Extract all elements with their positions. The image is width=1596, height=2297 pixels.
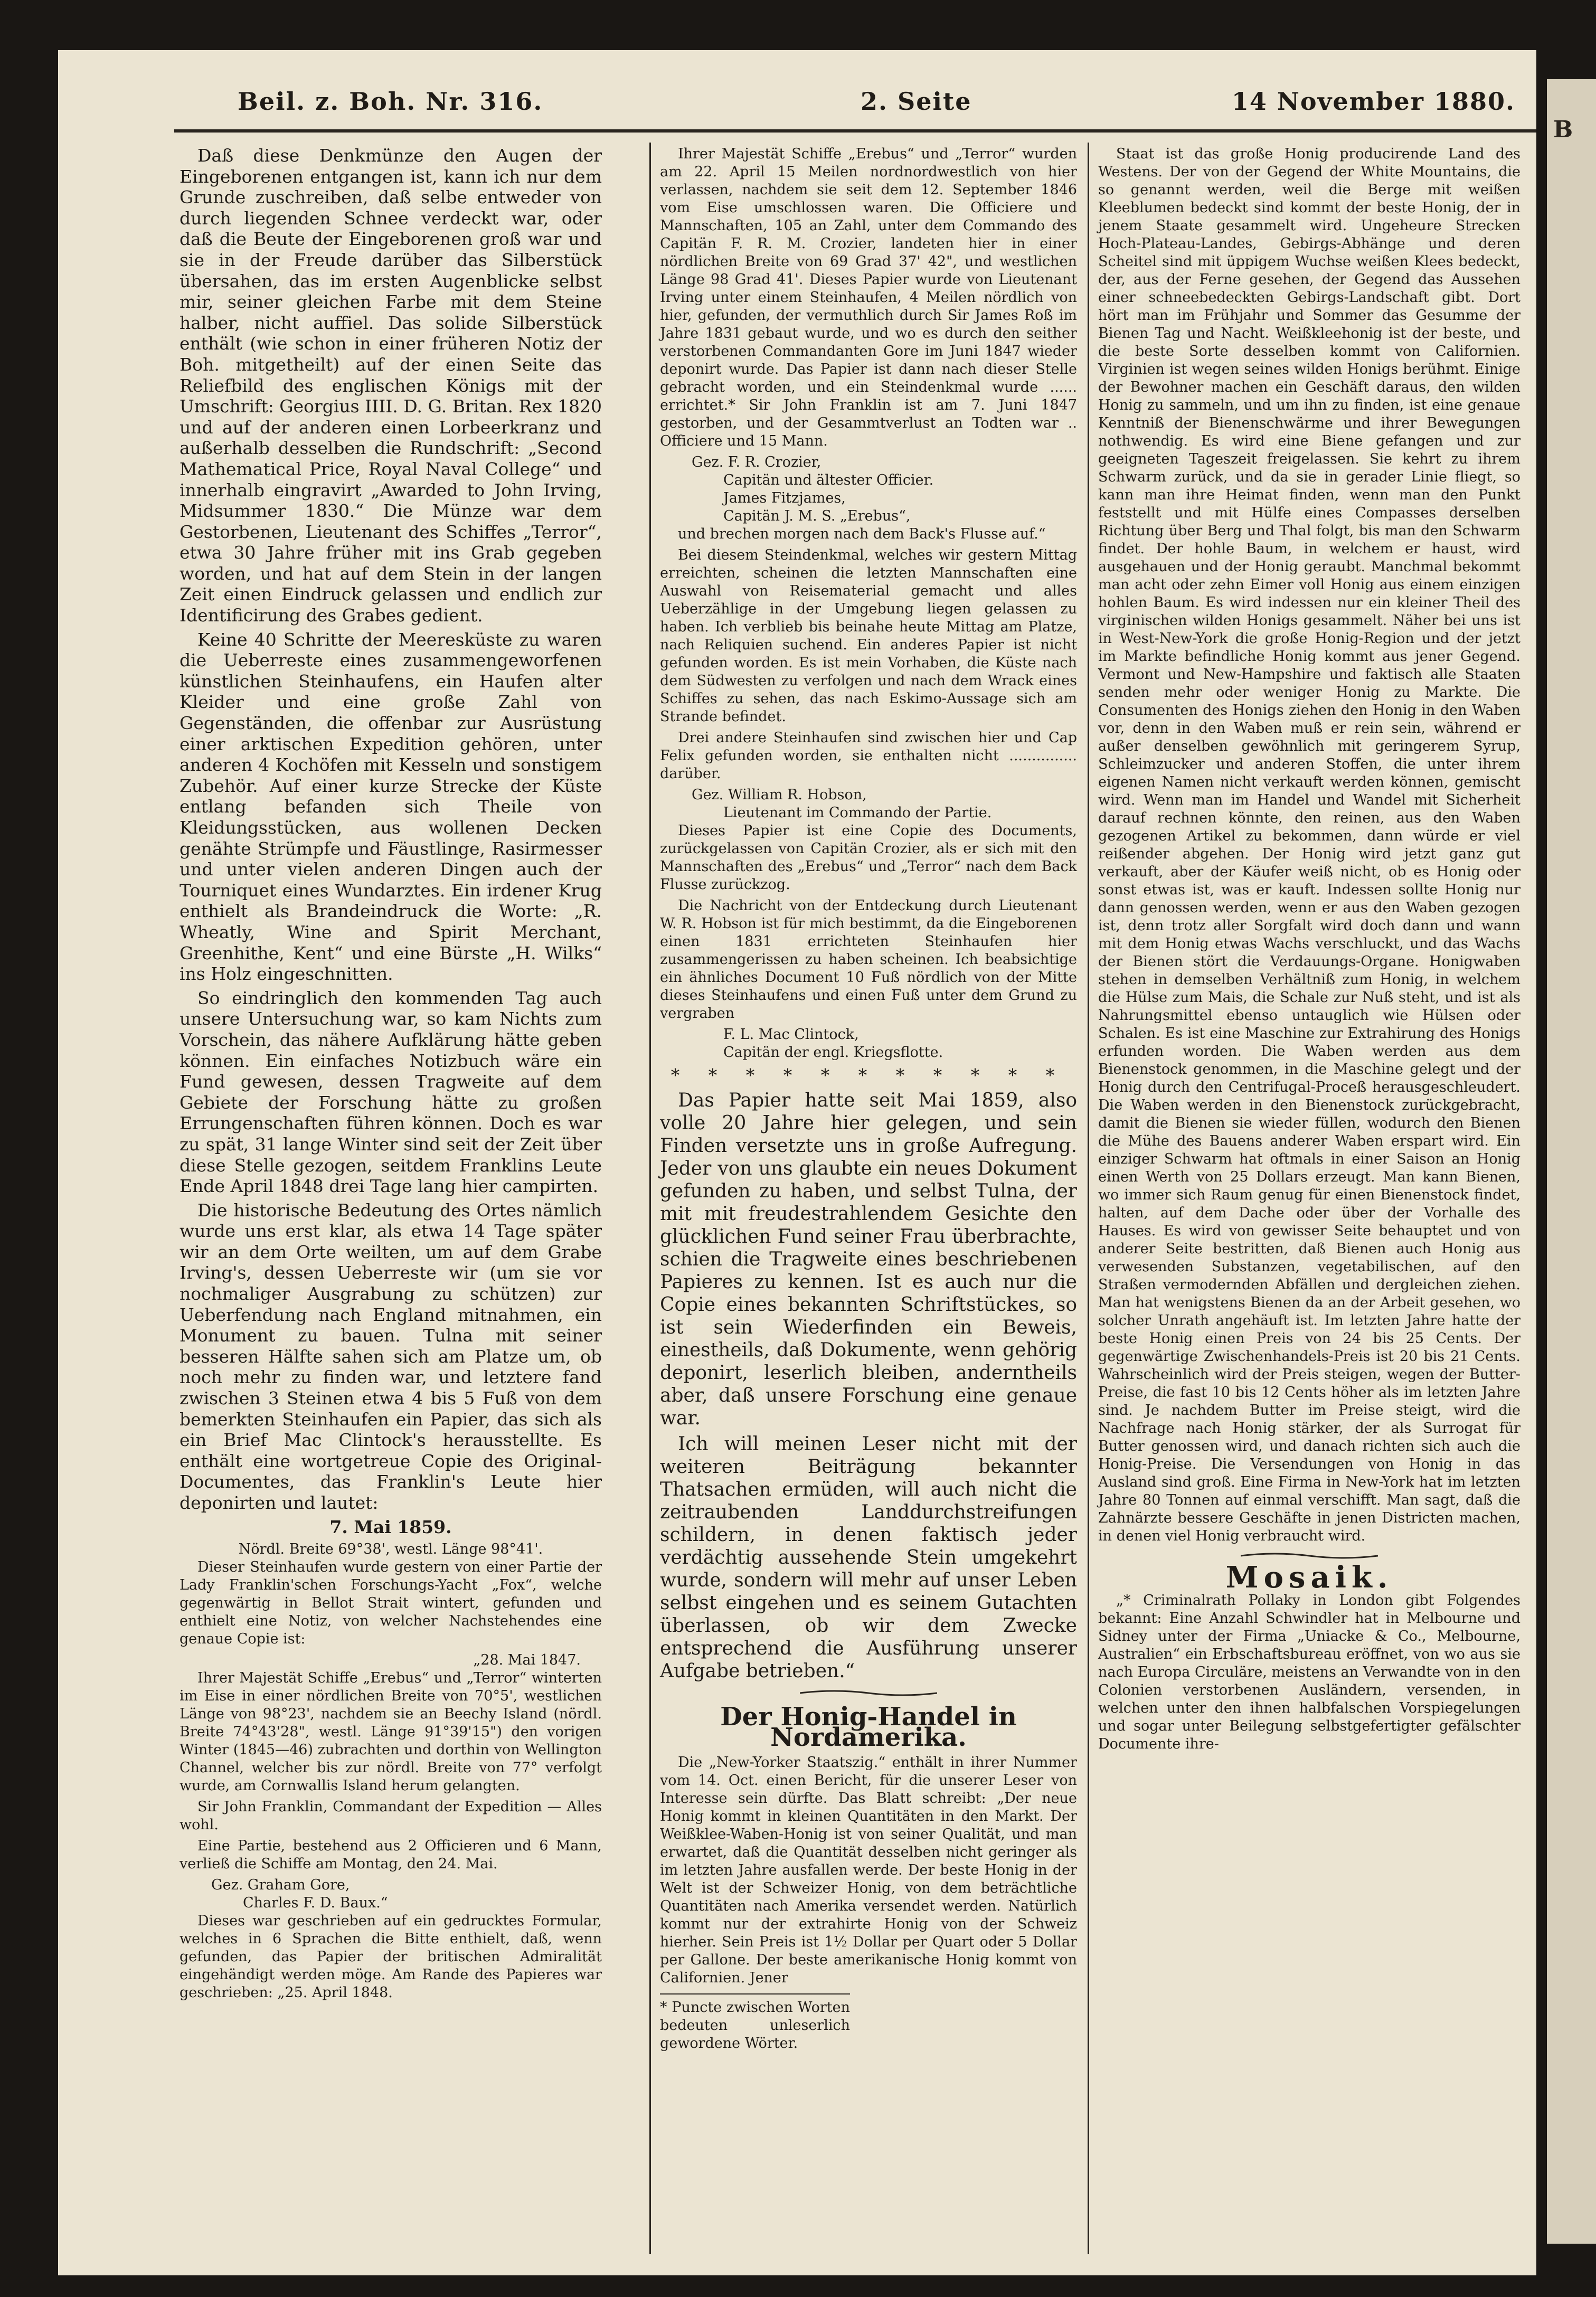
header-rule	[174, 129, 1536, 133]
column-1	[180, 145, 602, 2005]
paragraph: Drei andere Steinhaufen sind zwischen hier und Cap Felix gefunden worden, sie enthalten nicht ............... darüber.	[660, 730, 1077, 782]
header-left: Beil. z. Boh. Nr. 316.	[238, 87, 543, 116]
coordinates: Nördl. Breite 69°38', westl. Länge 98°41'.	[238, 1541, 543, 1558]
paragraph: Daß diese Denkmünze den Augen der Eingeborenen entgangen ist, kann ich nur dem Grunde zuschreiben, daß selbe entweder von durch liegenden Schnee verdeckt war, oder daß die Beute der Eingeborenen groß war und sie in der Freude darüber das Silberstück übersahen, das im ersten Augenblicke selbst mir, seiner gleichen Farbe mit dem Steine halber, nicht auffiel. Das solide Silberstück enthält (wie schon in einer früheren Notiz der Boh. mitgetheilt) auf der einen Seite das Reliefbild des englischen Königs mit der Umschrift: Georgius IIII. D. G. Britan. Rex 1820 und auf der anderen einen Lorbeerkranz und außerhalb desselben die Rundschrift: „Second Mathematical Price, Royal Naval College“ und innerhalb eingravirt „Awarded to John Irving, Midsummer 1830.“ Die Münze war dem Gestorbenen, Lieutenant des Schiffes „Terror“, etwa 30 Jahre früher mit ins Grab gegeben worden, und hat auf dem Stein in der langen Zeit einen Eindruck gelassen und endlich zur Identificirung des Grabes gedient.	[180, 145, 602, 626]
paragraph: Eine Partie, bestehend aus 2 Officieren und 6 Mann, verließ die Schiffe am Montag, den 24. Mai.	[180, 1838, 602, 1873]
header-right: 14 November 1880.	[1231, 87, 1515, 116]
newspaper-page	[58, 50, 1536, 2275]
paragraph: So eindringlich den kommenden Tag auch unsere Untersuchung war, so kam Nichts zum Vorschein, das nähere Aufklärung hätte geben können. Ein einfaches Notizbuch wäre ein Fund gewesen, dessen Tragweite auf dem Gebiete der Forschung hätte zu großen Errungenschaften führen können. Doch es war zu spät, 31 lange Winter sind seit der Zeit über diese Stelle gezogen, seitdem Franklins Leute Ende April 1848 drei Tage lang hier campirten.	[180, 987, 602, 1197]
paragraph: Keine 40 Schritte der Meeresküste zu waren die Ueberreste eines zusammengeworfenen künstlichen Steinhaufens, ein Haufen alter Kleider und eine große Zahl von Gegenständen, die offenbar zur Ausrüstung einer arktischen Expedition gehören, unter anderen 4 Kochöfen mit Kesseln und sonstigem Zubehör. Auf einer kurze Strecke der Küste entlang befanden sich Theile von Kleidungsstücken, aus wollenen Decken genähte Strümpfe und Fäustlinge, Rasirmesser und unter vielen anderen Dingen auch der Tourniquet eines Wundarztes. Ein irdener Krug enthielt als Brandeindruck die Worte: „R. Wheatly, Wine and Spirit Merchant, Greenhithe, Kent“ und eine Bürste „H. Wilks“ ins Holz eingeschnitten.	[180, 629, 602, 985]
column-3	[1098, 145, 1521, 1756]
ornamental-rule	[800, 1689, 937, 1697]
paragraph: Ich will meinen Leser nicht mit der weiteren Beiträgung bekannter Thatsachen ermüden, will auch nicht die zeitraubenden Landdurchstreifungen schildern, in denen faktisch jeder verdächtig aussehende Stein umgekehrt wurde, sondern will mehr auf unser Leben selbst eingehen und es seinem Gutachten überlassen, ob wir dem Zwecke entsprechend die Ausführung unserer Aufgabe betrieben.“	[660, 1433, 1077, 1682]
column-rule	[649, 143, 651, 2254]
signature-title: Capitän J. M. S. „Erebus“,	[723, 508, 911, 524]
page-header	[169, 87, 1536, 124]
paragraph: Ihrer Majestät Schiffe „Erebus“ und „Terror“ wurden am 22. April 15 Meilen nordnordwestlich von hier verlassen, nachdem sie seit dem 12. September 1846 vom Eise umschlossen waren. Die Officiere und Mannschaften, 105 an Zahl, unter dem Commando des Capitän F. R. M. Crozier, landeten hier in einer nördlichen Breite von 69 Grad 37' 42", und westlichen Länge 98 Grad 41'. Dieses Papier wurde von Lieutenant Irving unter einem Steinhaufen, 4 Meilen nördlich von hier, gefunden, der vermuthlich durch Sir James Roß im Jahre 1831 gebaut wurde, und wo es durch den seither verstorbenen Commandanten Gore im Juni 1847 wieder deponirt wurde. Das Papier ist dann nach dieser Stelle gebracht worden, und ein Steindenkmal wurde ...... errichtet.* Sir John Franklin ist am 7. Juni 1847 gestorben, und der Gesammtverlust an Todten war .. Officiere und 15 Mann.	[660, 146, 1077, 449]
signature-title: Capitän der engl. Kriegsflotte.	[723, 1044, 943, 1061]
signature: Gez. William R. Hobson,	[692, 787, 867, 803]
paragraph: Ihrer Majestät Schiffe „Erebus“ und „Terror“ winterten im Eise in einer nördlichen Breite von 70°5', westlichen Länge von 98°23', nachdem sie an Beechy Island (nördl. Breite 74°43'28", westl. Länge 91°39'15") den vorigen Winter (1845—46) zubrachten und dorthin von Wellington Channel, welcher bis zur nördl. Breite von 77° verfolgt wurde, am Cornwallis Island herum gelangten.	[180, 1670, 602, 1794]
paragraph: Das Papier hatte seit Mai 1859, also volle 20 Jahre hier gelegen, und sein Finden versetzte uns in große Aufregung. Jeder von uns glaubte ein neues Dokument gefunden zu haben, und selbst Tulna, der mit mit freudestrahlendem Gesichte den glücklichen Fund seiner Frau überbrachte, schien die Tragweite eines beschriebenen Papieres zu kennen. Ist es auch nur die Copie eines bekannten Schriftstückes, so ist sein Wiederfinden ein Beweis, einestheils, daß Dokumente, wenn gehörig deponirt, leserlich bleiben, anderntheils aber, daß unsere Forschung eine genaue war.	[660, 1089, 1077, 1429]
column-2	[660, 145, 1077, 2053]
paragraph: Bei diesem Steindenkmal, welches wir gestern Mittag erreichten, scheinen die letzten Mannschaften eine Auswahl von Reisematerial gemacht und alles Ueberzählige in der Umgebung liegen gelassen zu haben. Ich verblieb bis beinahe heute Mittag am Platze, nach Reliquien suchend. Ein anderes Papier ist nicht gefunden worden. Es ist mein Vorhaben, die Küste nach dem Südwesten zu verfolgen und nach dem Wrack eines Schiffes zu sehen, das nach Eskimo-Aussage sich am Strande befindet.	[660, 547, 1077, 725]
paragraph: Staat ist das große Honig producirende Land des Westens. Der von der Gegend der White Mountains, die so genannt werden, weil die Berge mit weißen Kleeblumen bedeckt sind kommt der beste Honig, der in jenem Staate gesammelt wird. Ungeheure Strecken Hoch-Plateau-Landes, Gebirgs-Abhänge und deren Scheitel sind mit üppigem Wuchse weißen Klees bedeckt, der, aus der Ferne gesehen, der Gegend das Aussehen einer schneebedeckten Gebirgs-Landschaft gibt. Dort hört man im Frühjahr und Sommer das Gesumme der Bienen Tag und Nacht. Weißkleehonig ist der beste, und die beste Sorte desselben kommt von Californien. Virginien ist wegen seines wilden Honigs berühmt. Einige der Bewohner machen ein Geschäft daraus, den wilden Honig zu sammeln, und um ihn zu finden, ist eine genaue Kenntniß der Bienenschwärme und ihrer Bewegungen nothwendig. Es wird eine Biene gefangen und zur geeigneten Tageszeit freigelassen. Sie kehrt zu ihrem Schwarm zurück, und da sie in gerader Linie fliegt, so kann man ihre Heimat finden, wenn man den Punkt feststellt und mit Hülfe eines Compasses derselben Richtung über Berg und Thal folgt, bis man den Schwarm findet. Der hohle Baum, in welchem er haust, wird ausgehauen und der Honig geraubt. Manchmal bekommt man acht oder zehn Eimer voll Honig aus einem einzigen hohlen Baum. Es wird indessen nur ein kleiner Theil des virginischen wilden Honigs gesammelt. Näher bei uns ist in West-New-York die große Honig-Region und der jetzt im Markte befindliche Honig kommt aus jener Gegend. Vermont und New-Hampshire und faktisch alle Staaten senden mehr oder weniger Honig zu Markte. Die Consumenten des Honigs ziehen den Honig in den Waben vor, denn in den Waben muß er rein sein, während er außer denselben gewöhnlich mit geringerem Syrup, Schleimzucker und anderen Stoffen, die unter ihrem eigenen Namen nicht verkauft werden können, gemischt wird. Wenn man im Handel und Wandel mit Sicherheit darauf rechnen könnte, den reinen, aus den Waben gezogenen Artikel zu bekommen, dann würde er viel reißender abgehen. Der Honig wird jetzt ganz gut verkauft, aber der Käufer weiß nicht, ob es Honig oder sonst etwas ist, was er kauft. Indessen sollte Honig nur dann genossen werden, wenn er aus den Waben gezogen ist, denn trotz aller Sorgfalt wird doch dann und wann mit dem Honig etwas Wachs verschluckt, und das Wachs der Bienen stört die Verdauungs-Organe. Honigwaben stehen in demselben Verhältniß zum Honig, in welchem die Hülse zum Mais, die Schale zur Nuß steht, und ist als Nahrungsmittel ebenso untauglich wie Hülsen oder Schalen. Es ist eine Maschine zur Extrahirung des Honigs erfunden worden. Die Waben werden aus dem Bienenstock genommen, in die Maschine gelegt und der Honig durch den Centrifugal-Proceß herausgeschleudert. Die Waben werden in den Bienenstock zurückgebracht, damit die Bienen sie wieder füllen, wodurch den Bienen die Mühe des Bauens anderer Waben erspart wird. Ein einziger Schwarm hat oftmals in einer Saison an Honig einen Werth von 25 Dollars erzeugt. Man kann Bienen, wo immer sich Raum genug für einen Bienenstock findet, halten, auf dem Dache oder über der Vorhalle des Hauses. Es wird von gewisser Seite behauptet und von anderer Seite bestritten, daß Bienen auch Honig aus verwesenden Substanzen, vegetabilischen, auf den Straßen vermodernden Abfällen und dergleichen ziehen. Man hat wenigstens Bienen da an der Arbeit gesehen, wo solcher Unrath angehäuft ist. Im letzten Jahre hatte der beste Honig einen Preis von 24 bis 25 Cents. Der gegenwärtige Zwischenhandels-Preis ist 20 bis 21 Cents. Wahrscheinlich wird der Preis steigen, wegen der Butter-Preise, die fast 10 bis 12 Cents höher als im letzten Jahre sind. Je nachdem Butter im Preise steigt, wird die Nachfrage nach Honig stärker, der als Surrogat für Butter genossen wird, und danach richten sich auch die Honig-Preise. Die Versendungen von Honig in das Ausland sind groß. Eine Firma in New-York hat im letzten Jahre 80 Tonnen auf einmal verschifft. Man sagt, daß die Zahnärzte bessere Geschäfte in jenen Districten machen, in denen viel Honig verbraucht wird.	[1098, 146, 1521, 1544]
signature: F. L. Mac Clintock,	[723, 1026, 859, 1043]
paragraph: Die Nachricht von der Entdeckung durch Lieutenant W. R. Hobson ist für mich bestimmt, da die Eingeborenen einen 1831 errichteten Steinhaufen hier zusammengerissen zu haben scheinen. Ich beabsichtige ein ähnliches Document 10 Fuß nördlich von der Mitte dieses Steinhaufens und einen Fuß unter dem Grund zu vergraben	[660, 897, 1077, 1022]
column-rule	[1088, 143, 1089, 2254]
paragraph: Dieses Papier ist eine Copie des Documents, zurückgelassen von Capitän Crozier, als er sich mit den Mannschaften des „Erebus“ und „Terror“ nach dem Back Flusse zurückzog.	[660, 823, 1077, 893]
paragraph: „* Criminalrath Pollaky in London gibt Folgendes bekannt: Eine Anzahl Schwindler hat in Melbourne und Sidney unter der Firma „Uniacke & Co., Melbourne, Australien“ ein Erbschaftsbureau eröffnet, von wo aus sie nach Europa Circuläre, meistens an Verwandte von in den Colonien verstorbenen Ausländern, versenden, in welchen unter den ihnen halbfalschen Vorspiegelungen und sogar unter Beilegung selbstgefertigter gefälschter Documente ihre-	[1098, 1592, 1521, 1752]
signature: Gez. F. R. Crozier,	[692, 454, 821, 470]
paragraph: Dieser Steinhaufen wurde gestern von einer Partie der Lady Franklin'schen Forschungs-Yacht „Fox“, welche gegenwärtig in Bellot Strait wintert, gefunden und enthielt eine Notiz, von welcher Nachstehendes eine genaue Copie ist:	[180, 1559, 602, 1648]
paragraph: Die historische Bedeutung des Ortes nämlich wurde uns erst klar, als etwa 14 Tage später wir an dem Orte weilten, um auf dem Grabe Irving's, dessen Ueberreste wir (um sie vor nochmaliger Ausgrabung zu schützen) zur Ueberfendung nach England mitnahmen, ein Monument zu bauen. Tulna mit seiner besseren Hälfte sahen sich am Platze um, ob noch mehr zu finden war, und letztere fand zwischen 3 Steinen etwa 4 bis 5 Fuß von dem bemerkten Steinhaufen ein Papier, das sich als ein Brief Mac Clintock's herausstellte. Es enthält eine wortgetreue Copie des Original-Documentes, das Franklin's Leute hier deponirten und lautet:	[180, 1199, 602, 1513]
section-title: Mosaik.	[1225, 1560, 1393, 1595]
document-date: „28. Mai 1847.	[473, 1652, 581, 1669]
section-divider: * * * * * * * * * * *	[670, 1065, 1066, 1085]
footnote: * Puncte zwischen Worten bedeuten unleserlich gewordene Wörter.	[660, 1993, 850, 2053]
signature-title: Lieutenant im Commando der Partie.	[723, 805, 992, 821]
ornamental-rule	[1241, 1552, 1378, 1560]
document-date: 7. Mai 1859.	[329, 1516, 452, 1537]
signature: James Fitzjames,	[723, 490, 846, 506]
adjacent-page-edge	[1547, 79, 1596, 2244]
paragraph: und brechen morgen nach dem Back's Flusse auf.“	[678, 526, 1046, 542]
header-center: 2. Seite	[861, 87, 972, 116]
signature: Gez. Graham Gore,	[211, 1877, 350, 1894]
paragraph: Die „New-Yorker Staatszig.“ enthält in ihrer Nummer vom 14. Oct. einen Bericht, für die unserer Leser von Interesse sein dürfte. Das Blatt schreibt: „Der neue Honig kommt in kleinen Quantitäten in den Markt. Der Weißklee-Waben-Honig ist von seiner Qualität, und man erwartet, daß die Quantität desselben nicht geringer als im letzten Jahre ausfallen werde. Der beste Honig in der Welt ist der Schweizer Honig, von dem beträchtliche Quantitäten nach Amerika versendet werden. Natürlich kommt nur der extrahirte Honig von der Schweiz hierher. Sein Preis ist 1½ Dollar per Quart oder 5 Dollar per Gallone. Der beste amerikanische Honig kommt von Californien. Jener	[660, 1754, 1077, 1986]
signature-title: Capitän und ältester Officier.	[723, 472, 934, 488]
adjacent-page-initial: B	[1553, 116, 1573, 143]
paragraph: Dieses war geschrieben auf ein gedrucktes Formular, welches in 6 Sprachen die Bitte enthielt, daß, wenn gefunden, das Papier der britischen Admiralität eingehändigt werden möge. Am Rande des Papieres war geschrieben: „25. April 1848.	[180, 1913, 602, 2001]
article-headline: Der Honig-Handel in Nordamerika.	[720, 1702, 1017, 1753]
signature: Charles F. D. Baux.“	[243, 1895, 388, 1912]
paragraph: Sir John Franklin, Commandant der Expedition — Alles wohl.	[180, 1799, 602, 1833]
